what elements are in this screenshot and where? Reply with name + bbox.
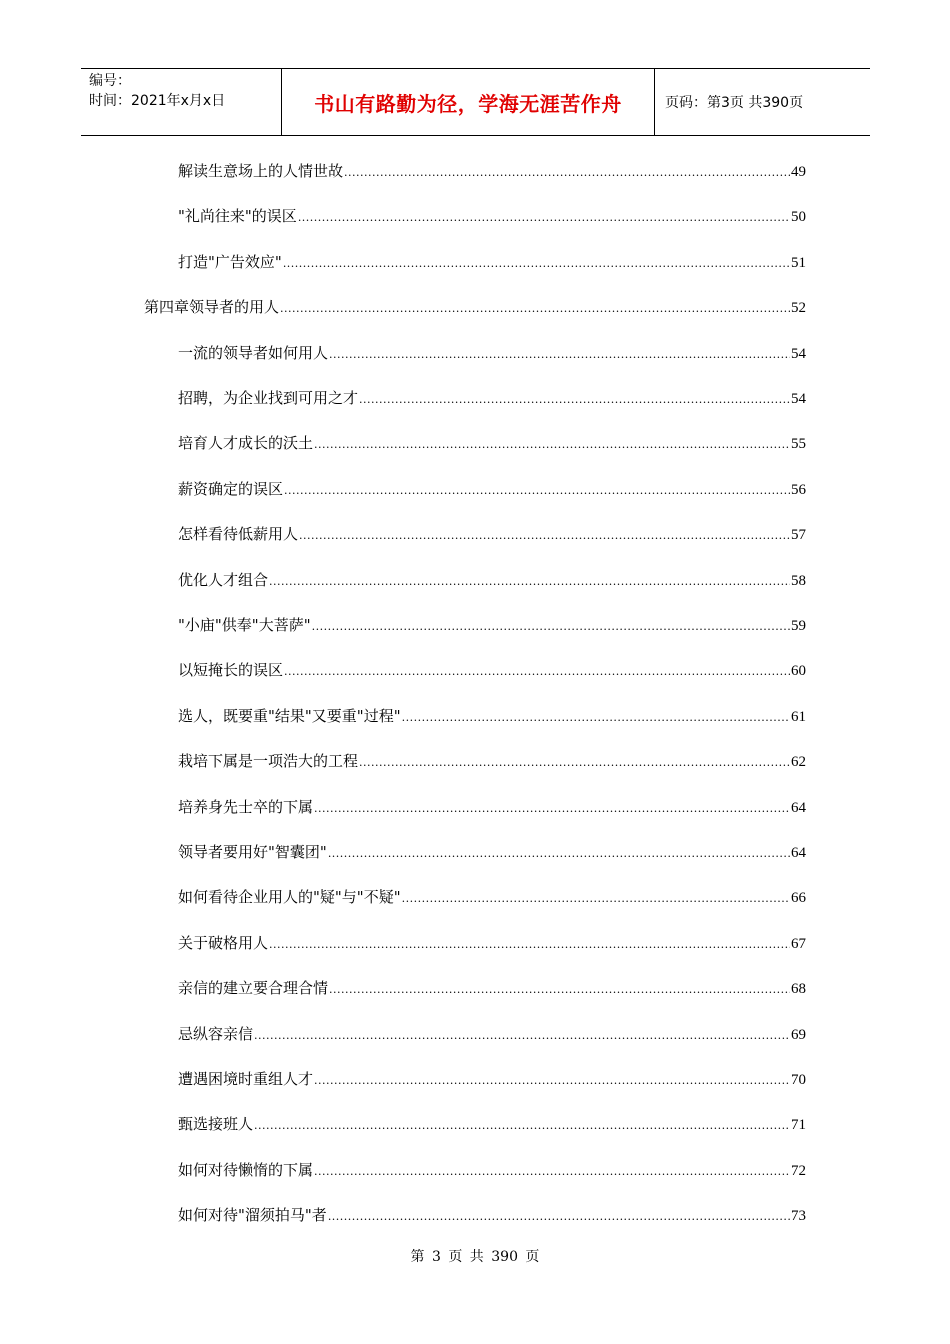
toc-entry-page: 58 xyxy=(791,572,806,589)
toc-leader-dots xyxy=(314,434,790,456)
toc-leader-dots xyxy=(254,1115,790,1137)
toc-entry-page: 61 xyxy=(791,708,806,725)
toc-leader-dots xyxy=(402,888,790,910)
toc-entry[interactable] xyxy=(178,1159,806,1181)
toc-entry[interactable] xyxy=(178,523,806,545)
toc-entry-title: 如何看待企业用人的"疑"与"不疑" xyxy=(178,888,401,907)
toc-entry-page: 52 xyxy=(791,300,806,317)
header-page-info-cell xyxy=(655,69,870,135)
toc-entry[interactable] xyxy=(144,296,806,318)
toc-entry[interactable] xyxy=(178,659,806,681)
toc-entry[interactable] xyxy=(178,160,806,182)
toc-entry-title: "礼尚往来"的误区 xyxy=(178,207,297,226)
toc-entry[interactable] xyxy=(178,1113,806,1135)
toc-entry[interactable] xyxy=(178,614,806,636)
toc-leader-dots xyxy=(329,344,790,366)
toc-entry-title: 解读生意场上的人情世故 xyxy=(178,162,344,180)
toc-entry-title: 培养身先士卒的下属 xyxy=(178,797,314,816)
toc-entry[interactable] xyxy=(178,705,806,727)
toc-entry-page: 56 xyxy=(791,481,806,498)
toc-entry-title: 薪资确定的误区 xyxy=(178,479,284,498)
toc-entry-title: 第四章领导者的用人 xyxy=(144,298,280,317)
toc-entry-page: 54 xyxy=(791,391,806,407)
toc-entry-title: 领导者要用好"智囊团" xyxy=(178,843,327,861)
toc-entry-page: 64 xyxy=(791,845,806,861)
toc-leader-dots xyxy=(402,707,790,729)
toc-entry-page: 67 xyxy=(791,935,806,952)
toc-leader-dots xyxy=(344,162,790,184)
toc-entry[interactable] xyxy=(178,750,806,772)
toc-entry-page: 59 xyxy=(791,618,806,634)
toc-entry-title: 一流的领导者如何用人 xyxy=(178,343,329,362)
date-label: 时间：2021年x月x日 xyxy=(89,93,226,109)
toc-entry-title: 亲信的建立要合理合情 xyxy=(178,979,329,998)
toc-entry-title: 如何对待懒惰的下属 xyxy=(178,1160,314,1179)
toc-entry[interactable] xyxy=(178,886,806,908)
toc-entry[interactable] xyxy=(178,569,806,591)
toc-entry-page: 71 xyxy=(791,1117,806,1134)
toc-entry-title: 怎样看待低薪用人 xyxy=(178,525,299,544)
toc-leader-dots xyxy=(283,253,790,275)
toc-entry-page: 64 xyxy=(791,799,806,816)
toc-leader-dots xyxy=(359,389,790,411)
number-label: 编号： xyxy=(89,73,131,89)
toc-leader-dots xyxy=(269,571,790,593)
toc-leader-dots xyxy=(328,1206,790,1228)
toc-entry-page: 73 xyxy=(791,1208,806,1225)
toc-entry[interactable] xyxy=(178,1068,806,1090)
toc-leader-dots xyxy=(329,979,790,1001)
toc-leader-dots xyxy=(299,525,790,547)
toc-leader-dots xyxy=(284,661,790,683)
toc-leader-dots xyxy=(314,798,790,820)
toc-entry-title: 栽培下属是一项浩大的工程 xyxy=(178,752,359,771)
toc-entry[interactable] xyxy=(178,205,806,227)
toc-entry[interactable] xyxy=(178,251,806,273)
toc-entry-title: 关于破格用人 xyxy=(178,933,269,952)
toc-entry-page: 60 xyxy=(791,663,806,680)
toc-entry[interactable] xyxy=(178,841,806,863)
toc-entry-page: 57 xyxy=(791,527,806,544)
toc-entry[interactable] xyxy=(178,478,806,500)
toc-entry-title: 培育人才成长的沃土 xyxy=(178,434,314,453)
page-footer: 第 3 页 共 390 页 xyxy=(410,1249,540,1265)
toc-entry-page: 62 xyxy=(791,754,806,771)
toc-entry-title: 优化人才组合 xyxy=(178,570,269,589)
toc-entry[interactable] xyxy=(178,1023,806,1045)
toc-entry[interactable] xyxy=(178,796,806,818)
toc-entry[interactable] xyxy=(178,342,806,364)
toc-leader-dots xyxy=(328,843,790,865)
toc-leader-dots xyxy=(280,298,790,320)
toc-leader-dots xyxy=(314,1161,790,1183)
toc-entry-page: 55 xyxy=(791,436,806,453)
header-meta xyxy=(81,69,282,135)
toc-entry[interactable] xyxy=(178,1204,806,1226)
toc-entry-title: 如何对待"溜须拍马"者 xyxy=(178,1206,327,1225)
toc-entry-title: 选人，既要重"结果"又要重"过程" xyxy=(178,706,401,725)
toc-entry-page: 72 xyxy=(791,1162,806,1179)
toc-leader-dots xyxy=(312,616,790,638)
toc-entry-title: 以短掩长的误区 xyxy=(178,661,284,680)
toc-entry-page: 70 xyxy=(791,1072,806,1088)
toc-leader-dots xyxy=(314,1070,790,1092)
toc-entry-title: 招聘，为企业找到可用之才 xyxy=(178,389,359,407)
toc-entry-title: 甄选接班人 xyxy=(178,1115,254,1134)
toc-entry-title: 忌纵容亲信 xyxy=(178,1024,254,1043)
toc-entry[interactable] xyxy=(178,932,806,954)
toc-entry-title: "小庙"供奉"大菩萨" xyxy=(178,616,311,634)
toc-entry-page: 49 xyxy=(791,164,806,180)
toc-leader-dots xyxy=(284,480,790,502)
toc-entry-page: 68 xyxy=(791,981,806,998)
toc-entry-page: 50 xyxy=(791,209,806,226)
toc-entry-page: 51 xyxy=(791,254,806,271)
toc-entry-page: 69 xyxy=(791,1026,806,1043)
toc-entry[interactable] xyxy=(178,387,806,409)
toc-leader-dots xyxy=(298,207,790,229)
header-motto-cell xyxy=(282,69,655,135)
toc-leader-dots xyxy=(254,1025,790,1047)
page-info: 页码：第3页 共390页 xyxy=(665,95,804,111)
toc-leader-dots xyxy=(359,752,790,774)
toc-entry[interactable] xyxy=(178,977,806,999)
motto: 书山有路勤为径，学海无涯苦作舟 xyxy=(314,91,622,116)
toc-entry-title: 遭遇困境时重组人才 xyxy=(178,1070,314,1088)
toc-entry-title: 打造"广告效应" xyxy=(178,252,282,271)
toc-entry-page: 66 xyxy=(791,890,806,907)
toc-entry[interactable] xyxy=(178,432,806,454)
page-header xyxy=(81,68,870,136)
toc-entry-page: 54 xyxy=(791,345,806,362)
toc-leader-dots xyxy=(269,934,790,956)
